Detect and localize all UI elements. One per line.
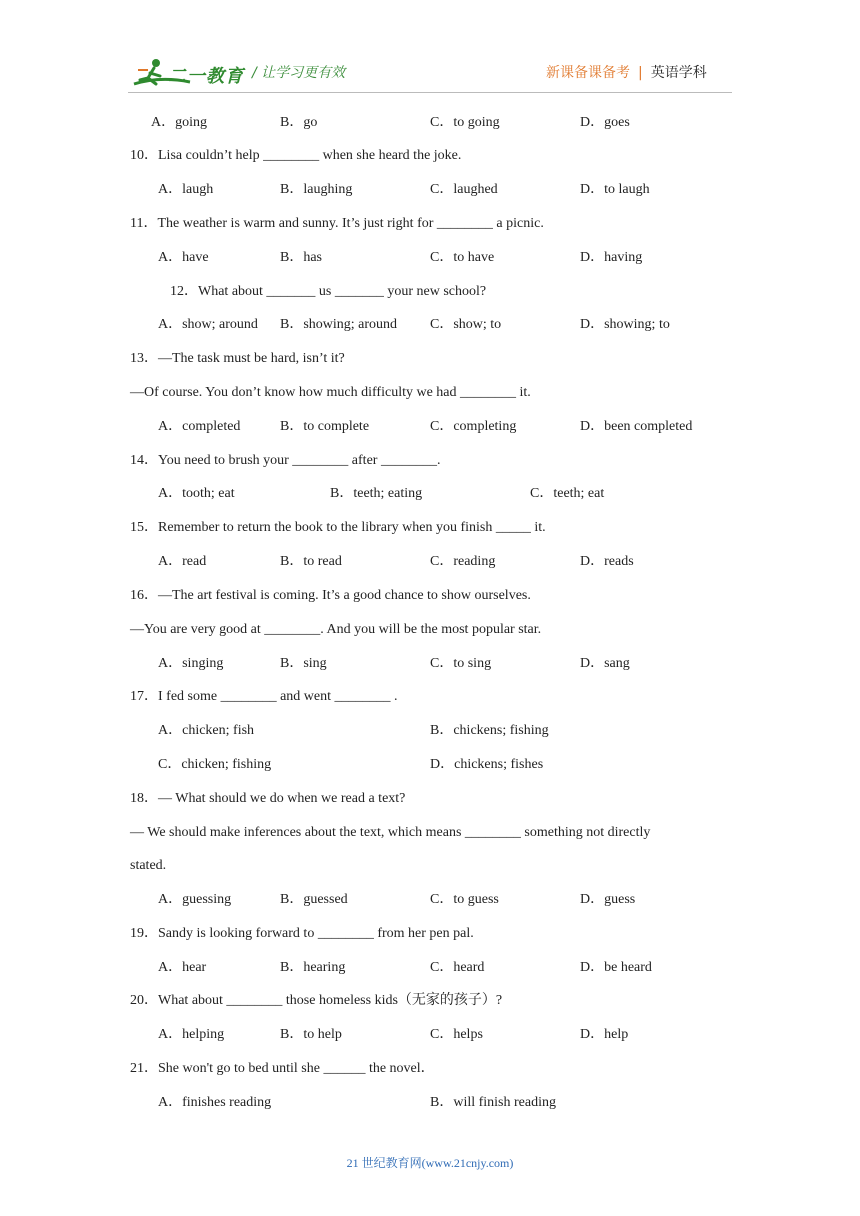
header-org: 新课备课备考 [546,65,630,81]
q16-option-c: C．to sing [430,656,492,671]
q16-option-b: B．sing [280,656,327,671]
question-18-response-cont: stated. [130,858,167,873]
q18-option-d: D．guess [580,892,636,907]
q11-option-a: A．have [158,250,209,265]
question-15: 15．Remember to return the book to the library when you finish _____ it. [130,520,546,535]
q14-option-c: C．teeth; eat [530,486,605,501]
q18-option-c: C．to guess [430,892,499,907]
q9-option-b: B．go [280,115,318,130]
q12-option-b: B．showing; around [280,317,398,332]
question-11: 11．The weather is warm and sunny. It’s just right for ________ a picnic. [130,216,544,231]
q9-option-c: C．to going [430,115,500,130]
q10-option-a: A．laugh [158,182,214,197]
q17-option-d: D．chickens; fishes [430,757,544,772]
logo-text: 二一教育 [168,66,244,87]
q10-option-d: D．to laugh [580,182,650,197]
question-20: 20．What about ________ those homeless kids（无家的孩子）? [130,993,503,1008]
q9-option-d: D．goes [580,115,630,130]
header-slogan: / 让学习更有效 [252,65,346,81]
q18-option-a: A．guessing [158,892,232,907]
q13-option-b: B．to complete [280,419,370,434]
q20-option-c: C．helps [430,1027,483,1042]
q19-option-b: B．hearing [280,960,346,975]
q15-option-c: C．reading [430,554,496,569]
q21-option-b: B．will finish reading [430,1095,556,1110]
q10-option-c: C．laughed [430,182,498,197]
q9-option-a: A．going [151,115,207,130]
question-10: 10．Lisa couldn’t help ________ when she heard the joke. [130,148,462,163]
q14-option-b: B．teeth; eating [330,486,423,501]
q19-option-d: D．be heard [580,960,652,975]
q20-option-a: A．helping [158,1027,225,1042]
q13-option-a: A．completed [158,419,241,434]
q17-option-c: C．chicken; fishing [158,757,272,772]
q21-option-a: A．finishes reading [158,1095,272,1110]
q13-option-d: D．been completed [580,419,693,434]
q16-option-a: A．singing [158,656,224,671]
q11-option-b: B．has [280,250,322,265]
question-17: 17．I fed some ________ and went ________ . [130,689,398,704]
q19-option-c: C．heard [430,960,485,975]
header-divider [128,92,732,93]
q13-option-c: C．completing [430,419,517,434]
question-18-response: — We should make inferences about the text, which means ________ something not directly [130,825,651,840]
q12-option-d: D．showing; to [580,317,670,332]
q10-option-b: B．laughing [280,182,353,197]
q16-option-d: D．sang [580,656,630,671]
page-header [0,0,860,100]
page-footer: 21 世纪教育网(www.21cnjy.com) [346,1156,514,1170]
header-right [546,62,707,82]
q12-option-c: C．show; to [430,317,502,332]
q14-option-a: A．tooth; eat [158,486,235,501]
q11-option-d: D．having [580,250,643,265]
question-12: 12．What about _______ us _______ your new school? [170,284,487,299]
question-16: 16．—The art festival is coming. It’s a good chance to show ourselves. [130,588,531,603]
q15-option-b: B．to read [280,554,342,569]
q15-option-a: A．read [158,554,207,569]
q17-option-a: A．chicken; fish [158,723,255,738]
question-14: 14．You need to brush your ________ after ________. [130,453,441,468]
question-21: 21．She won't go to bed until she ______ the novel． [130,1061,435,1076]
question-19: 19．Sandy is looking forward to ________ from her pen pal. [130,926,474,941]
header-separator: | [638,65,643,81]
question-18: 18．— What should we do when we read a text? [130,791,406,806]
header-subject: 英语学科 [650,65,707,81]
q20-option-d: D．help [580,1027,629,1042]
q19-option-a: A．hear [158,960,207,975]
q17-option-b: B．chickens; fishing [430,723,549,738]
question-16-response: —You are very good at ________. And you will be the most popular star. [130,622,542,637]
q18-option-b: B．guessed [280,892,348,907]
q15-option-d: D．reads [580,554,634,569]
question-13-response: —Of course. You don’t know how much difficulty we had ________ it. [130,385,531,400]
question-13: 13．—The task must be hard, isn’t it? [130,351,345,366]
q11-option-c: C．to have [430,250,495,265]
q12-option-a: A．show; around [158,317,258,332]
q20-option-b: B．to help [280,1027,342,1042]
